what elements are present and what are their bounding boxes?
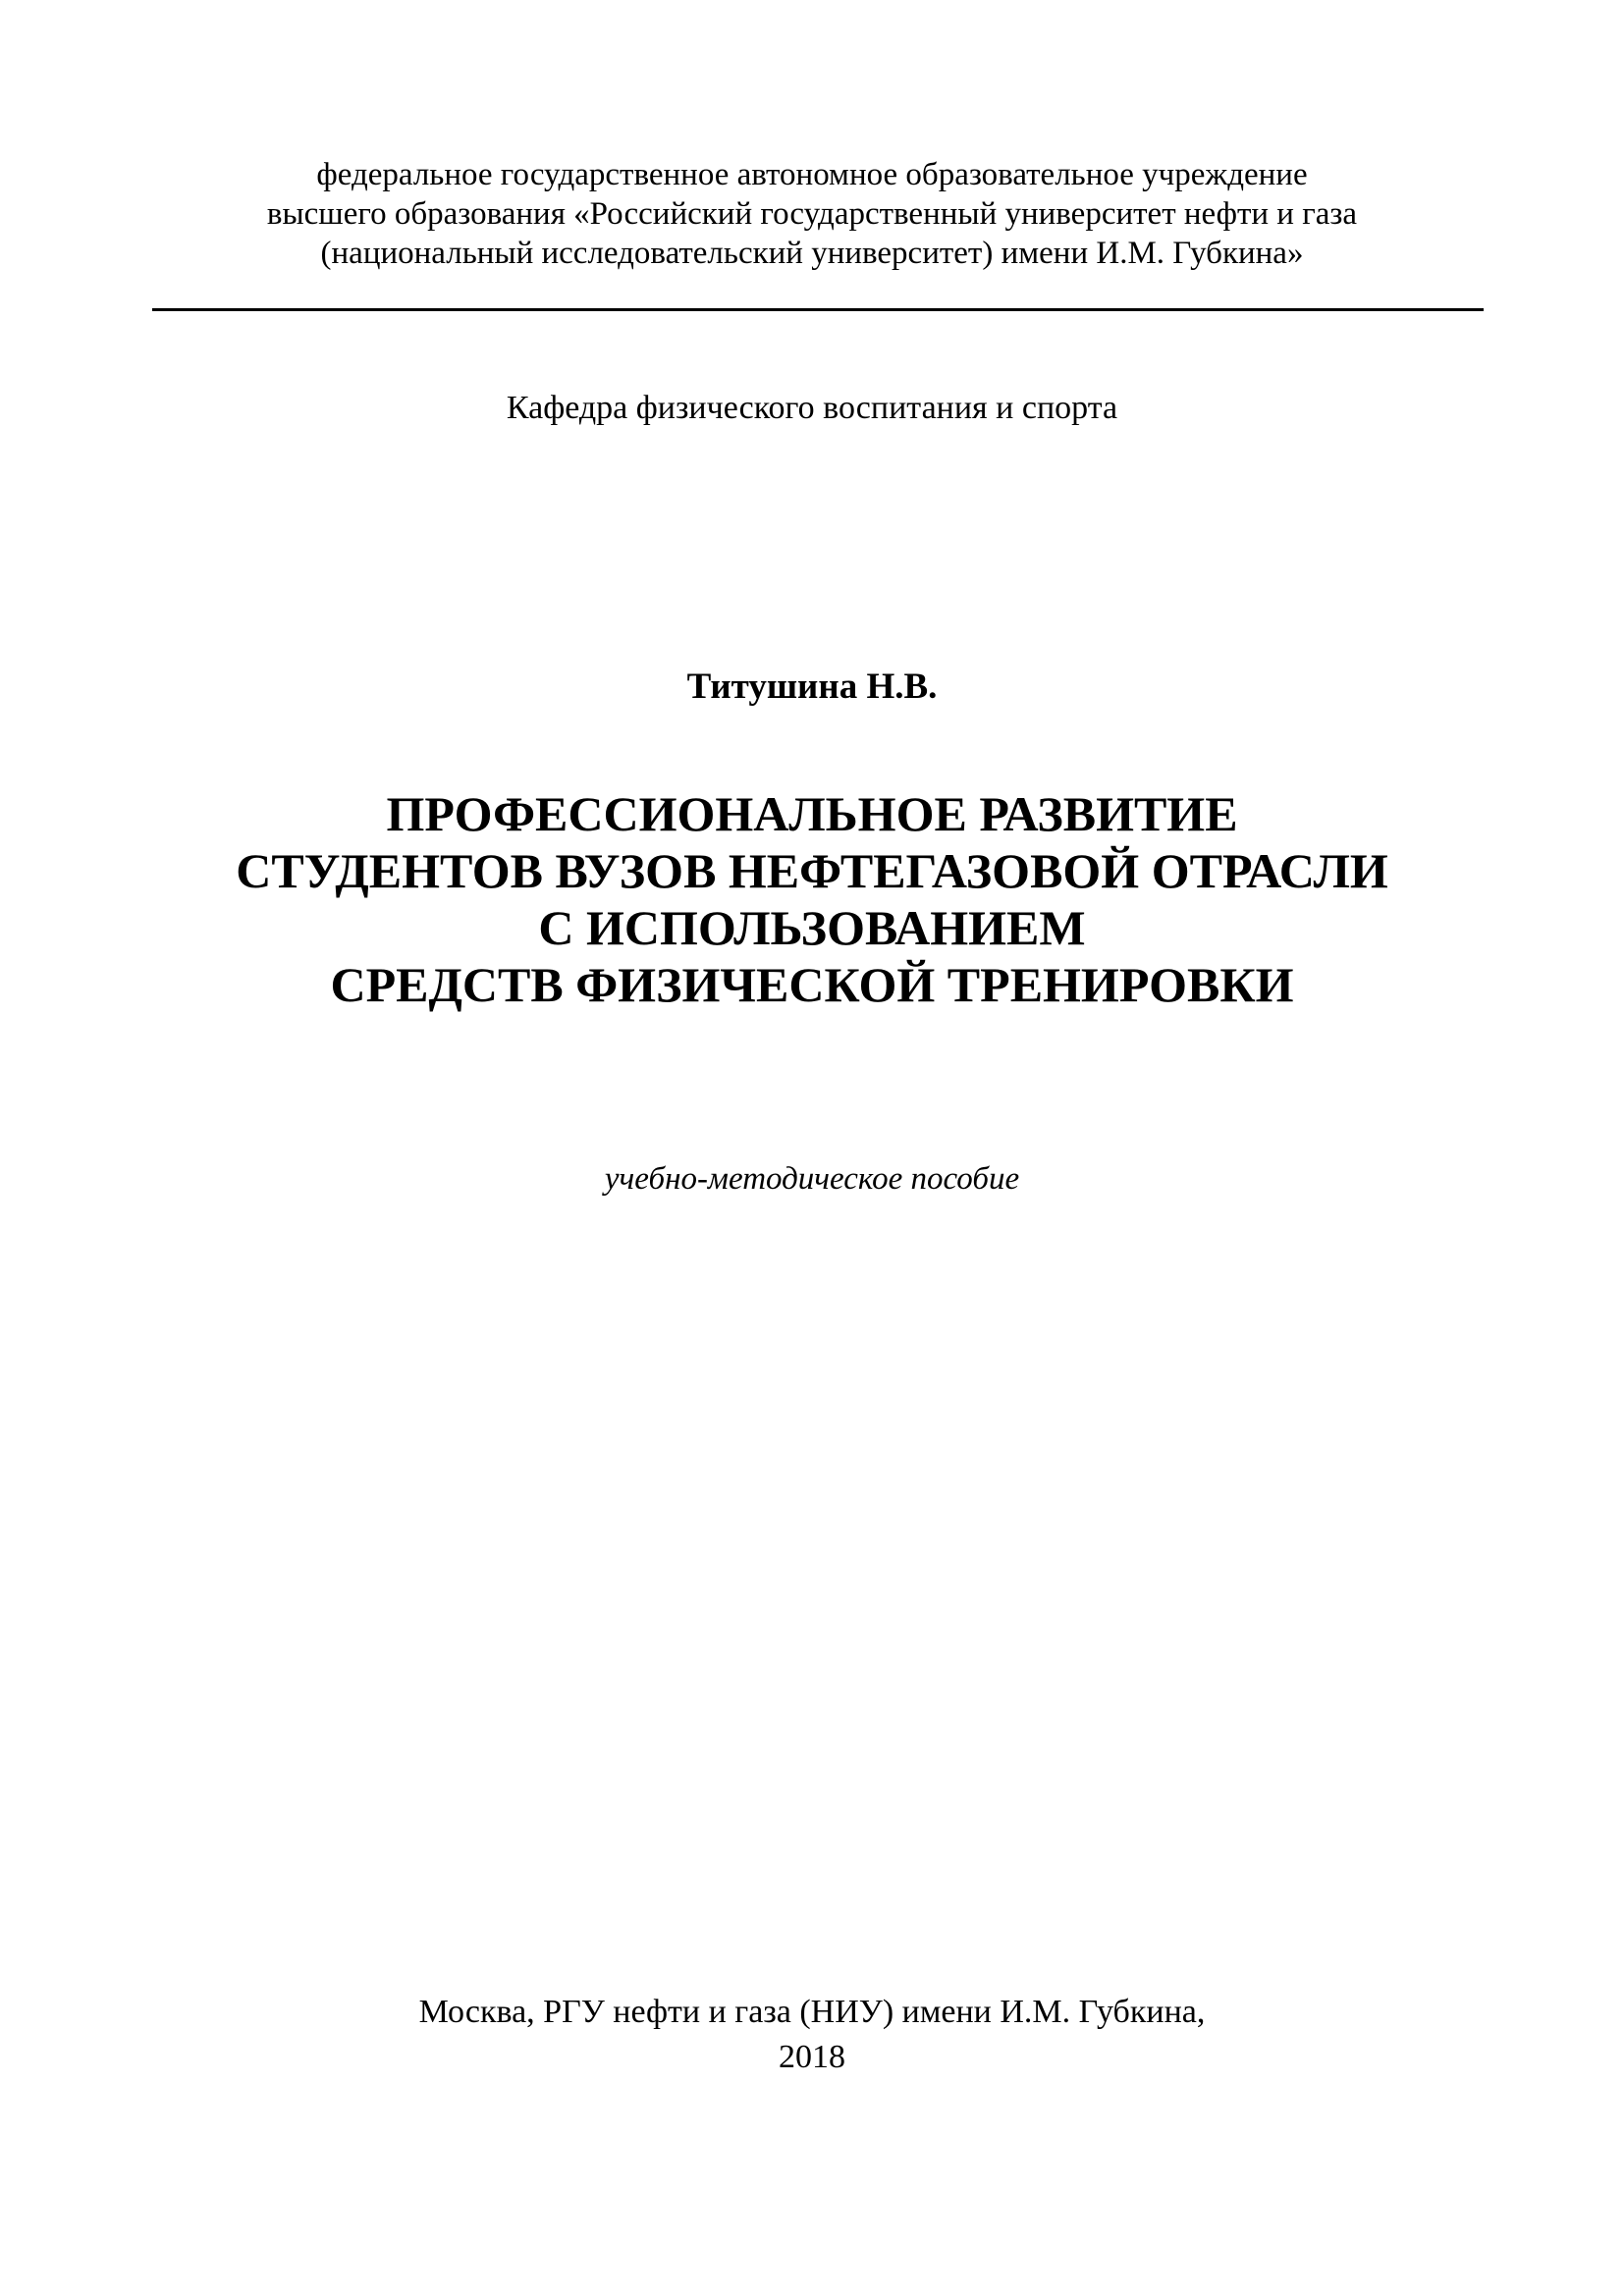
title-line: ПРОФЕССИОНАЛЬНОЕ РАЗВИТИЕ [386,786,1238,841]
institution-line: (национальный исследовательский университет) имени И.М. Губкина» [320,236,1304,271]
imprint-place-publisher: Москва, РГУ нефти и газа (НИУ) имени И.М. Губкина, [418,1994,1206,2030]
imprint [0,1990,1624,2080]
document-type: учебно-методическое пособие [604,1161,1020,1197]
title-line: СТУДЕНТОВ ВУЗОВ НЕФТЕГАЗОВОЙ ОТРАСЛИ [236,843,1388,898]
imprint-year: 2018 [779,2039,845,2075]
title-line: С ИСПОЛЬЗОВАНИЕМ [538,900,1086,955]
institution-header [0,155,1624,273]
institution-line: федеральное государственное автономное образовательное учреждение [316,157,1308,192]
author-name: Титушина Н.В. [686,667,938,707]
department-name: Кафедра физического воспитания и спорта [506,390,1118,426]
institution-line: высшего образования «Российский государственный университет нефти и газа [266,196,1358,232]
document-title [0,785,1624,1013]
title-line: СРЕДСТВ ФИЗИЧЕСКОЙ ТРЕНИРОВКИ [330,957,1294,1012]
header-divider [152,308,1484,311]
